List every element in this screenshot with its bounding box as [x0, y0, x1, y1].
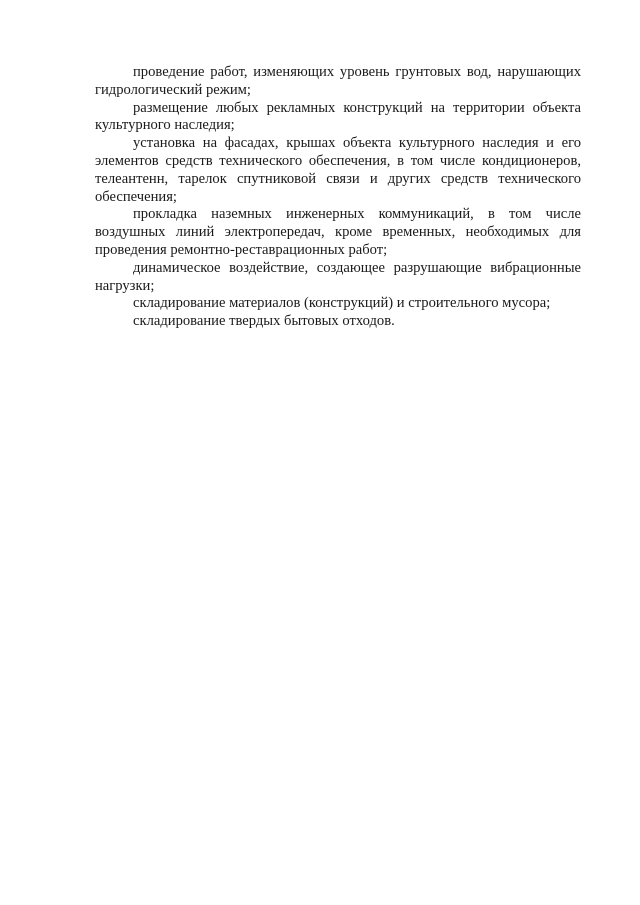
paragraph-ground-utilities: прокладка наземных инженерных коммуникаций, в том числе воздушных линий электропередач, кроме временных, необходимых для проведения ремонтно-реставрационных работ; — [95, 206, 581, 258]
document-body — [95, 64, 581, 331]
paragraph-advertising-structures: размещение любых рекламных конструкций на территории объекта культурного наследия; — [95, 99, 581, 134]
paragraph-groundwater-works: проведение работ, изменяющих уровень грунтовых вод, нарушающих гидрологический режим; — [95, 64, 581, 98]
paragraph-waste-storage: складирование твердых бытовых отходов. — [133, 313, 395, 330]
paragraph-vibration-loads: динамическое воздействие, создающее разрушающие вибрационные нагрузки; — [95, 259, 581, 294]
paragraph-technical-equipment: установка на фасадах, крышах объекта культурного наследия и его элементов средств технического обеспечения, в том числе кондиционеров, телеантенн, тарелок спутниковой связи и других средств технического обеспечения; — [95, 135, 581, 205]
paragraph-materials-storage: складирование материалов (конструкций) и строительного мусора; — [133, 295, 551, 312]
